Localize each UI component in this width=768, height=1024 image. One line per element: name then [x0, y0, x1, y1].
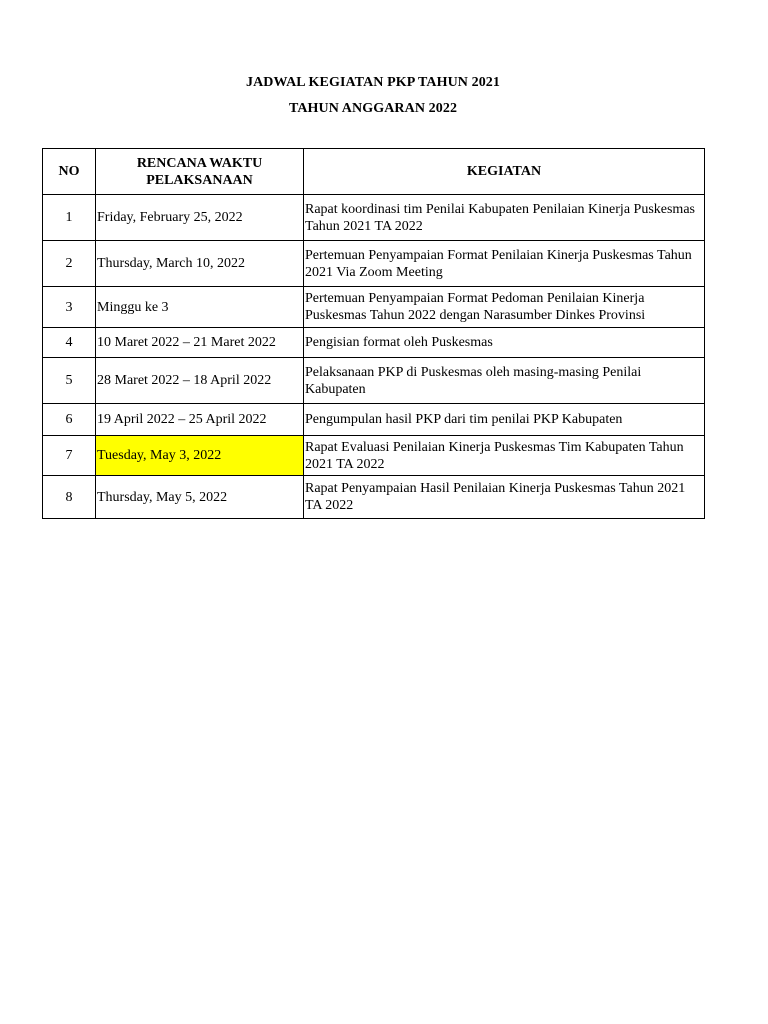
row-date: Thursday, March 10, 2022 — [96, 241, 304, 287]
table-header-row — [43, 149, 705, 195]
header-time: RENCANA WAKTU PELAKSANAAN — [96, 149, 304, 195]
row-date: 10 Maret 2022 – 21 Maret 2022 — [96, 328, 304, 358]
document-subtitle: TAHUN ANGGARAN 2022 — [288, 101, 458, 116]
header-no: NO — [43, 149, 96, 195]
table-row — [43, 404, 705, 436]
row-date-highlighted: Tuesday, May 3, 2022 — [96, 436, 304, 476]
row-activity: Rapat Penyampaian Hasil Penilaian Kinerja Puskesmas Tahun 2021 TA 2022 — [304, 476, 705, 519]
schedule-table — [42, 148, 705, 519]
table-row — [43, 476, 705, 519]
table-row — [43, 287, 705, 328]
row-number: 6 — [43, 404, 96, 436]
row-number: 8 — [43, 476, 96, 519]
table-row — [43, 328, 705, 358]
row-date: Thursday, May 5, 2022 — [96, 476, 304, 519]
table-row — [43, 195, 705, 241]
row-date: Friday, February 25, 2022 — [96, 195, 304, 241]
row-number: 7 — [43, 436, 96, 476]
row-number: 3 — [43, 287, 96, 328]
row-activity: Pelaksanaan PKP di Puskesmas oleh masing-masing Penilai Kabupaten — [304, 358, 705, 404]
document-title: JADWAL KEGIATAN PKP TAHUN 2021 — [246, 75, 500, 90]
row-number: 4 — [43, 328, 96, 358]
row-number: 1 — [43, 195, 96, 241]
row-date: Minggu ke 3 — [96, 287, 304, 328]
row-activity: Pertemuan Penyampaian Format Pedoman Penilaian Kinerja Puskesmas Tahun 2022 dengan Narasumber Dinkes Provinsi — [304, 287, 705, 328]
row-activity: Pertemuan Penyampaian Format Penilaian Kinerja Puskesmas Tahun 2021 Via Zoom Meeting — [304, 241, 705, 287]
row-date: 28 Maret 2022 – 18 April 2022 — [96, 358, 304, 404]
row-number: 5 — [43, 358, 96, 404]
table-row — [43, 241, 705, 287]
table-row — [43, 358, 705, 404]
row-date: 19 April 2022 – 25 April 2022 — [96, 404, 304, 436]
row-activity: Rapat Evaluasi Penilaian Kinerja Puskesmas Tim Kabupaten Tahun 2021 TA 2022 — [304, 436, 705, 476]
table-row — [43, 436, 705, 476]
row-activity: Pengisian format oleh Puskesmas — [304, 328, 705, 358]
header-activity: KEGIATAN — [304, 149, 705, 195]
row-activity: Rapat koordinasi tim Penilai Kabupaten Penilaian Kinerja Puskesmas Tahun 2021 TA 2022 — [304, 195, 705, 241]
row-activity: Pengumpulan hasil PKP dari tim penilai PKP Kabupaten — [304, 404, 705, 436]
row-number: 2 — [43, 241, 96, 287]
